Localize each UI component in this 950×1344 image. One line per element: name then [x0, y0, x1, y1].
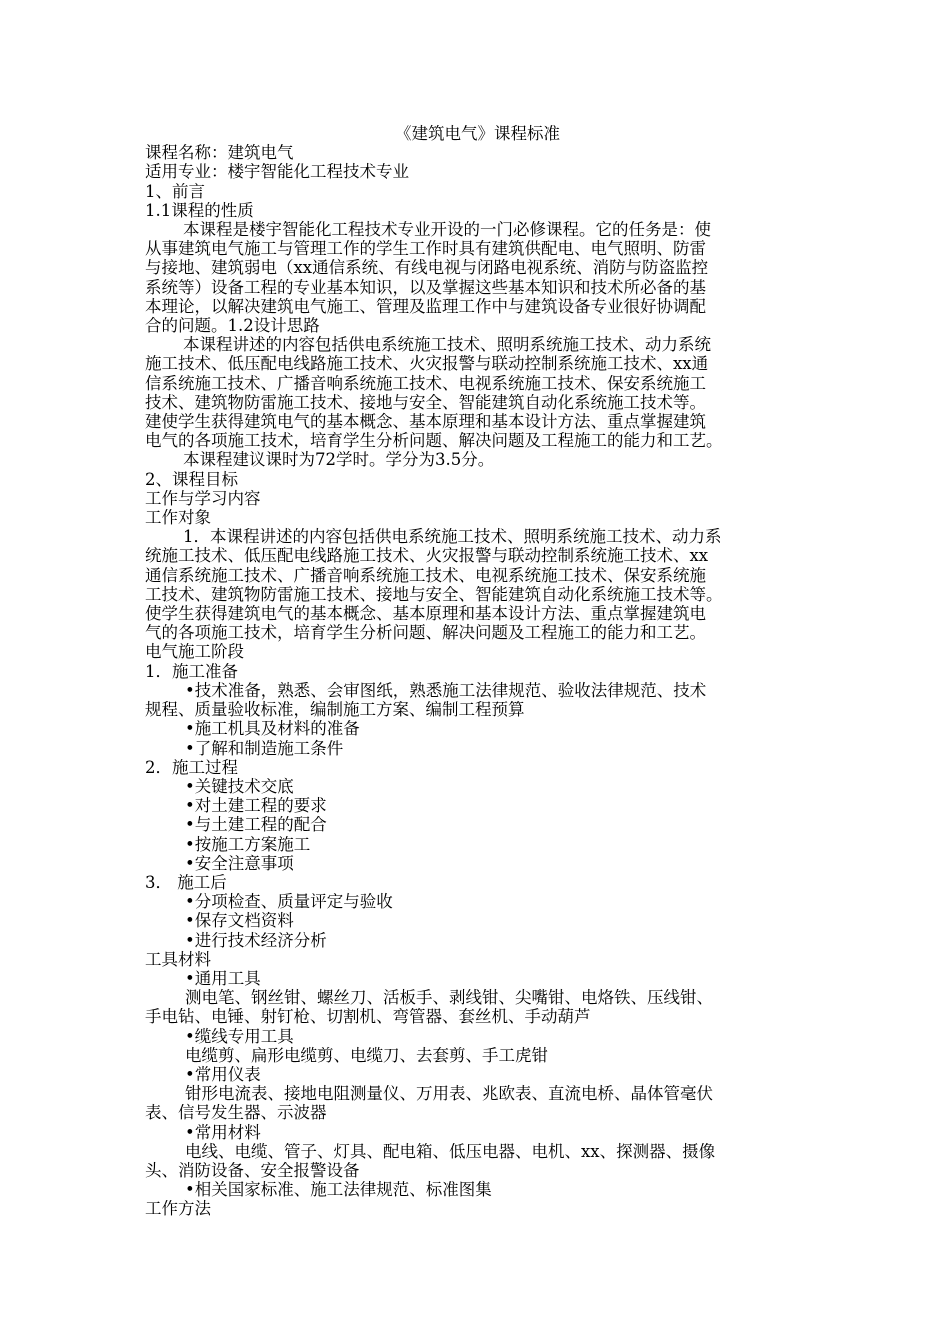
paragraph-line: 合的问题。1.2设计思路: [145, 316, 320, 336]
section-heading: 2、课程目标: [145, 469, 238, 489]
paragraph-line: 本课程讲述的内容包括供电系统施工技术、照明系统施工技术、动力系统: [183, 335, 711, 355]
bullet-item: •施工机具及材料的准备: [185, 719, 360, 739]
paragraph-line: 本理论，以解决建筑电气施工、管理及监理工作中与建筑设备专业很好协调配: [145, 296, 706, 316]
bullet-item: •技术准备，熟悉、会审图纸，熟悉施工法律规范、验收法律规范、技术: [185, 680, 707, 700]
paragraph-line: 电气的各项施工技术，培育学生分析问题、解决问题及工程施工的能力和工艺。: [145, 431, 723, 451]
subsection-heading: 工作对象: [145, 508, 211, 528]
subsection-heading: 工作与学习内容: [145, 488, 261, 508]
bullet-item: •通用工具: [185, 968, 261, 988]
stage-heading: 2．施工过程: [145, 757, 238, 777]
section-heading: 1、前言: [145, 181, 205, 201]
paragraph-line: 统施工技术、低压配电线路施工技术、火灾报警与联动控制系统施工技术、xx: [145, 546, 709, 566]
stage-heading: 3． 施工后: [145, 872, 227, 892]
bullet-item: •与土建工程的配合: [185, 815, 327, 835]
bullet-item: •常用仪表: [185, 1064, 261, 1084]
bullet-item: •常用材料: [185, 1122, 261, 1142]
paragraph-line: 规程、质量验收标准，编制施工方案、编制工程预算: [145, 700, 525, 720]
bullet-item: •按施工方案施工: [185, 834, 311, 854]
paragraph-line: 手电钻、电锤、射钉枪、切割机、弯管器、套丝机、手动葫芦: [145, 1007, 591, 1027]
paragraph-line: 施工技术、低压配电线路施工技术、火灾报警与联动控制系统施工技术、xx通: [145, 354, 709, 374]
paragraph-line: 测电笔、钢丝钳、螺丝刀、活板手、剥线钳、尖嘴钳、电烙铁、压线钳、: [185, 988, 713, 1008]
paragraph-line: 通信系统施工技术、广播音响系统施工技术、电视系统施工技术、保安系统施: [145, 565, 706, 585]
subsection-heading: 工作方法: [145, 1199, 211, 1219]
bullet-item: •缆线专用工具: [185, 1026, 294, 1046]
paragraph-line: 表、信号发生器、示波器: [145, 1103, 327, 1123]
paragraph-line: 与接地、建筑弱电（xx通信系统、有线电视与闭路电视系统、消防与防盗监控: [145, 258, 709, 278]
subsection-heading: 工具材料: [145, 949, 211, 969]
paragraph-line: 信系统施工技术、广播音响系统施工技术、电视系统施工技术、保安系统施工: [145, 373, 706, 393]
bullet-item: •保存文档资料: [185, 911, 294, 931]
paragraph-line: 系统等）设备工程的专业基本知识，以及掌握这些基本知识和技术所必备的基: [145, 277, 706, 297]
subsection-heading: 1.1课程的性质: [145, 200, 254, 220]
bullet-item: •关键技术交底: [185, 776, 294, 796]
bullet-item: •进行技术经济分析: [185, 930, 327, 950]
paragraph-line: 电线、电缆、管子、灯具、配电箱、低压电器、电机、xx、探测器、摄像: [185, 1141, 716, 1161]
bullet-item: •了解和制造施工条件: [185, 738, 344, 758]
bullet-item: •安全注意事项: [185, 853, 294, 873]
document-title: 《建筑电气》课程标准: [395, 124, 560, 143]
paragraph-line: 头、消防设备、安全报警设备: [145, 1160, 360, 1180]
course-name: 课程名称：建筑电气: [145, 143, 294, 163]
bullet-item: •分项检查、质量评定与验收: [185, 892, 393, 912]
paragraph-line: 建使学生获得建筑电气的基本概念、基本原理和基本设计方法、重点掌握建筑: [145, 412, 706, 432]
bullet-item: •相关国家标准、施工法律规范、标准图集: [185, 1180, 492, 1200]
stage-heading: 1．施工准备: [145, 661, 238, 681]
paragraph-line: 电缆剪、扁形电缆剪、电缆刀、去套剪、手工虎钳: [185, 1045, 548, 1065]
paragraph-line: 1．本课程讲述的内容包括供电系统施工技术、照明系统施工技术、动力系: [183, 527, 722, 547]
paragraph-line: 使学生获得建筑电气的基本概念、基本原理和基本设计方法、重点掌握建筑电: [145, 604, 706, 624]
paragraph-line: 本课程是楼宇智能化工程技术专业开设的一门必修课程。它的任务是：使: [183, 220, 711, 240]
bullet-item: •对土建工程的要求: [185, 796, 327, 816]
paragraph-line: 钳形电流表、接地电阻测量仪、万用表、兆欧表、直流电桥、晶体管毫伏: [185, 1084, 713, 1104]
subsection-heading: 电气施工阶段: [145, 642, 244, 662]
paragraph-line: 本课程建议课时为72学时。学分为3.5分。: [183, 450, 495, 470]
paragraph-line: 气的各项施工技术，培育学生分析问题、解决问题及工程施工的能力和工艺。: [145, 623, 706, 643]
applicable-major: 适用专业：楼宇智能化工程技术专业: [145, 162, 409, 182]
paragraph-line: 工技术、建筑物防雷施工技术、接地与安全、智能建筑自动化系统施工技术等。: [145, 584, 723, 604]
paragraph-line: 技术、建筑物防雷施工技术、接地与安全、智能建筑自动化系统施工技术等。: [145, 392, 706, 412]
paragraph-line: 从事建筑电气施工与管理工作的学生工作时具有建筑供配电、电气照明、防雷: [145, 239, 706, 259]
document-page: [145, 124, 810, 1219]
